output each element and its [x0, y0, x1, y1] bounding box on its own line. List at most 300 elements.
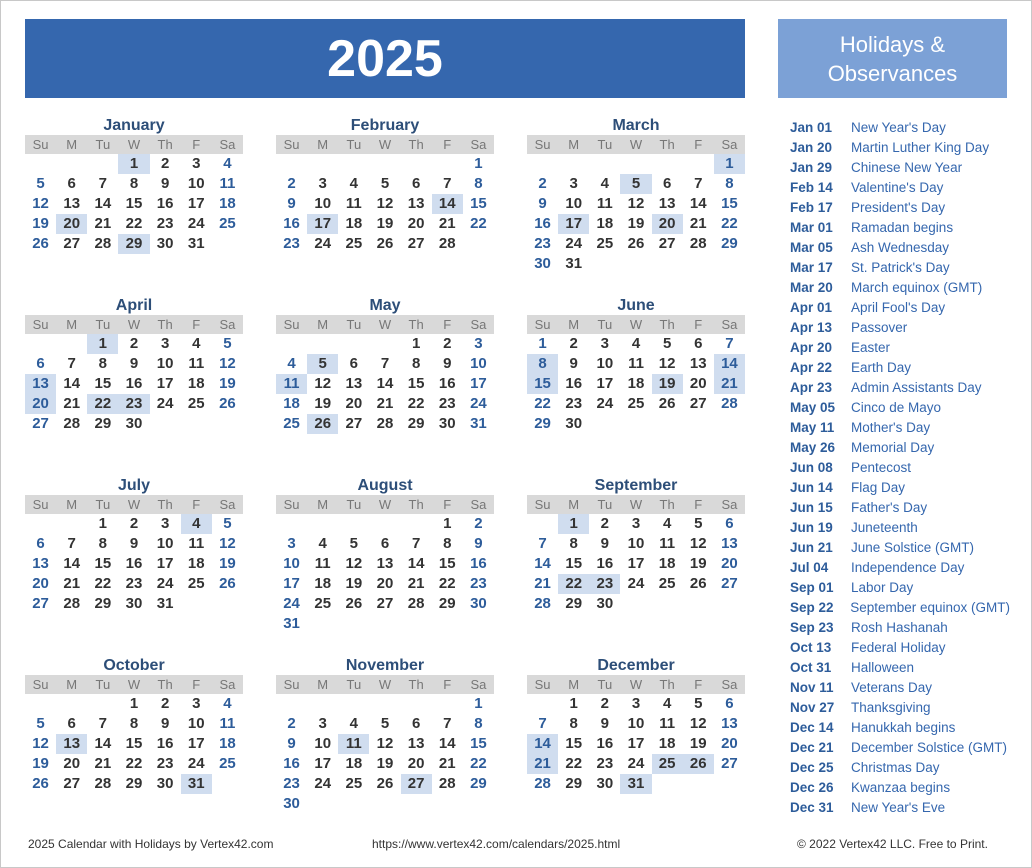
day-cell: 10 [187, 715, 205, 732]
day-cell: 8 [411, 355, 421, 372]
day-cell: 30 [438, 415, 456, 432]
holiday-date: Apr 22 [790, 360, 833, 375]
holiday-name: St. Patrick's Day [851, 260, 950, 275]
day-cell: 27 [32, 595, 49, 612]
day-cell: 27 [32, 415, 49, 432]
day-cell: 17 [558, 214, 589, 234]
day-cell: 14 [432, 194, 463, 214]
weekday-label: Tu [95, 317, 111, 332]
month-name: September [594, 477, 678, 494]
day-cell: 30 [156, 775, 174, 792]
holiday-name: President's Day [851, 200, 946, 215]
holiday-row [790, 218, 1010, 238]
day-cell: 26 [32, 235, 49, 252]
days-grid [527, 334, 745, 434]
holiday-row [790, 658, 1010, 678]
weekday-label: F [443, 497, 452, 512]
day-cell: 19 [345, 575, 363, 592]
holiday-date: Dec 21 [790, 740, 834, 755]
empty-cell [56, 514, 87, 534]
empty-cell [432, 154, 463, 174]
day-cell: 9 [129, 355, 139, 372]
weekday-label: F [192, 497, 201, 512]
day-cell: 8 [98, 535, 108, 552]
day-cell: 13 [407, 195, 425, 212]
month-june [527, 297, 745, 434]
day-cell: 27 [376, 595, 394, 612]
day-cell: 26 [345, 595, 363, 612]
day-cell: 2 [287, 175, 296, 192]
weekday-header [25, 135, 243, 154]
weekday-label: Th [659, 317, 675, 332]
day-cell: 23 [565, 395, 583, 412]
day-cell: 29 [470, 775, 487, 792]
holiday-row [790, 618, 1010, 638]
weekday-label: F [192, 677, 201, 692]
day-cell: 16 [156, 735, 174, 752]
day-cell: 2 [129, 335, 139, 352]
day-cell: 1 [411, 335, 421, 352]
day-cell: 5 [36, 175, 45, 192]
weekday-label: W [378, 137, 392, 152]
holiday-name: Ash Wednesday [851, 240, 950, 255]
holiday-row [790, 118, 1010, 138]
days-grid [276, 514, 494, 634]
day-cell: 18 [283, 395, 300, 412]
weekday-label: Th [659, 137, 675, 152]
day-cell: 16 [125, 555, 143, 572]
day-cell: 3 [192, 695, 201, 712]
day-cell: 29 [534, 415, 551, 432]
day-cell: 25 [596, 235, 614, 252]
day-cell: 20 [652, 214, 683, 234]
day-cell: 25 [283, 415, 300, 432]
days-grid [276, 694, 494, 814]
holiday-date: Jun 14 [790, 480, 833, 495]
day-cell: 11 [628, 355, 644, 372]
holiday-row [790, 398, 1010, 418]
day-cell: 17 [470, 375, 487, 392]
weekday-label: F [694, 317, 703, 332]
day-cell: 27 [345, 415, 363, 432]
day-cell: 20 [407, 215, 425, 232]
empty-cell [369, 334, 400, 354]
weekday-label: Su [283, 137, 300, 152]
day-cell: 23 [283, 235, 300, 252]
day-cell: 20 [25, 394, 56, 414]
holiday-name: Thanksgiving [851, 700, 931, 715]
holiday-date: Nov 11 [790, 680, 834, 695]
day-cell: 20 [689, 375, 707, 392]
holiday-name: Chinese New Year [851, 160, 963, 175]
weekday-label: Sa [219, 317, 236, 332]
day-cell: 17 [187, 735, 205, 752]
day-cell: 5 [694, 695, 703, 712]
days-grid [25, 334, 243, 434]
weekday-label: M [66, 137, 78, 152]
day-cell: 27 [63, 775, 81, 792]
day-cell: 29 [118, 234, 149, 254]
day-cell: 17 [307, 214, 338, 234]
day-cell: 22 [470, 215, 487, 232]
holiday-row [790, 798, 1010, 818]
holiday-date: Mar 01 [790, 220, 833, 235]
holiday-row [790, 578, 1010, 598]
footer-url[interactable]: https://www.vertex42.com/calendars/2025.html [372, 837, 621, 851]
holiday-name: Juneteenth [851, 520, 918, 535]
empty-cell [369, 694, 400, 714]
day-cell: 5 [662, 335, 672, 352]
holiday-date: Feb 14 [790, 180, 833, 195]
day-cell: 19 [219, 375, 236, 392]
day-cell: 9 [569, 355, 578, 372]
day-cell: 25 [219, 755, 236, 772]
empty-cell [683, 154, 714, 174]
day-cell: 11 [188, 535, 205, 552]
day-cell: 6 [36, 355, 45, 372]
day-cell: 27 [721, 755, 738, 772]
weekday-header [276, 315, 494, 334]
day-cell: 30 [156, 235, 174, 252]
day-cell: 15 [407, 375, 425, 392]
weekday-header [25, 315, 243, 334]
day-cell: 19 [376, 215, 394, 232]
weekday-label: Th [157, 677, 173, 692]
weekday-label: F [443, 317, 452, 332]
day-cell: 18 [219, 735, 236, 752]
day-cell: 12 [219, 535, 236, 552]
day-cell: 9 [287, 735, 296, 752]
weekday-label: Su [32, 497, 49, 512]
day-cell: 18 [345, 215, 363, 232]
weekday-label: Th [157, 497, 173, 512]
month-august [276, 477, 494, 634]
day-cell: 23 [438, 395, 456, 412]
month-february [276, 117, 494, 254]
day-cell: 4 [223, 695, 232, 712]
day-cell: 11 [219, 715, 236, 732]
holiday-date: May 05 [790, 400, 836, 415]
day-cell: 19 [32, 215, 49, 232]
month-july [25, 477, 243, 614]
day-cell: 28 [689, 235, 707, 252]
day-cell: 18 [187, 375, 205, 392]
day-cell: 26 [32, 775, 49, 792]
weekday-label: M [317, 497, 329, 512]
day-cell: 11 [596, 195, 613, 212]
day-cell: 9 [129, 535, 139, 552]
weekday-label: W [378, 317, 392, 332]
day-cell: 29 [565, 775, 583, 792]
day-cell: 4 [662, 695, 672, 712]
day-cell: 19 [376, 755, 394, 772]
day-cell: 31 [620, 774, 651, 794]
holiday-name: New Year's Day [851, 120, 946, 135]
holiday-date: May 11 [790, 420, 835, 435]
weekday-label: W [127, 317, 141, 332]
day-cell: 15 [721, 195, 738, 212]
day-cell: 20 [63, 755, 81, 772]
empty-cell [527, 154, 558, 174]
day-cell: 24 [565, 235, 583, 252]
day-cell: 18 [596, 215, 614, 232]
day-cell: 29 [407, 415, 425, 432]
day-cell: 9 [160, 715, 170, 732]
day-cell: 6 [36, 535, 45, 552]
day-cell: 5 [307, 354, 338, 374]
day-cell: 29 [94, 415, 112, 432]
day-cell: 11 [314, 555, 331, 572]
weekday-label: Su [534, 137, 551, 152]
holiday-date: Jun 19 [790, 520, 833, 535]
day-cell: 1 [443, 515, 452, 532]
weekday-header [276, 135, 494, 154]
day-cell: 25 [314, 595, 332, 612]
weekday-label: Th [659, 497, 675, 512]
weekday-label: M [568, 677, 580, 692]
day-cell: 24 [470, 395, 487, 412]
day-cell: 24 [627, 575, 645, 592]
holiday-name: Veterans Day [851, 680, 933, 695]
day-cell: 9 [443, 355, 452, 372]
weekday-label: Su [32, 677, 49, 692]
day-cell: 11 [659, 715, 676, 732]
day-cell: 17 [156, 555, 174, 572]
holiday-date: Sep 23 [790, 620, 834, 635]
weekday-label: Su [534, 497, 551, 512]
weekday-label: W [127, 497, 141, 512]
day-cell: 24 [596, 395, 614, 412]
day-cell: 12 [376, 195, 394, 212]
day-cell: 4 [662, 515, 672, 532]
empty-cell [369, 154, 400, 174]
weekday-label: W [629, 317, 643, 332]
holiday-date: Oct 13 [790, 640, 832, 655]
holiday-date: Dec 14 [790, 720, 834, 735]
day-cell: 1 [538, 335, 547, 352]
day-cell: 9 [600, 715, 610, 732]
empty-cell [338, 514, 369, 534]
day-cell: 6 [694, 335, 703, 352]
day-cell: 14 [534, 555, 551, 572]
month-name: January [103, 117, 165, 134]
day-cell: 22 [87, 394, 118, 414]
empty-cell [307, 334, 338, 354]
day-cell: 16 [125, 375, 143, 392]
day-cell: 15 [94, 375, 112, 392]
day-cell: 5 [380, 715, 390, 732]
holiday-name: Kwanzaa begins [851, 780, 951, 795]
day-cell: 18 [345, 755, 363, 772]
day-cell: 19 [219, 555, 236, 572]
weekday-label: M [66, 497, 78, 512]
day-cell: 5 [223, 515, 232, 532]
weekday-label: M [317, 677, 329, 692]
holiday-name: Valentine's Day [851, 180, 944, 195]
holiday-name: Cinco de Mayo [851, 400, 942, 415]
weekday-label: W [629, 497, 643, 512]
day-cell: 16 [283, 755, 300, 772]
days-grid [527, 154, 745, 274]
day-cell: 22 [565, 755, 583, 772]
empty-cell [527, 514, 558, 534]
day-cell: 13 [63, 195, 81, 212]
day-cell: 5 [36, 715, 45, 732]
day-cell: 28 [63, 595, 81, 612]
day-cell: 6 [411, 175, 421, 192]
holiday-name: Rosh Hashanah [851, 620, 948, 635]
day-cell: 25 [345, 235, 363, 252]
day-cell: 8 [474, 715, 483, 732]
holiday-row [790, 498, 1010, 518]
holiday-name: Easter [851, 340, 891, 355]
weekday-label: Sa [721, 497, 738, 512]
weekday-label: W [378, 677, 392, 692]
weekday-label: M [317, 317, 329, 332]
day-cell: 17 [187, 195, 205, 212]
day-cell: 13 [721, 715, 738, 732]
day-cell: 1 [474, 695, 483, 712]
day-cell: 7 [98, 715, 108, 732]
day-cell: 28 [407, 595, 425, 612]
day-cell: 27 [658, 235, 676, 252]
day-cell: 6 [67, 175, 76, 192]
day-cell: 20 [345, 395, 363, 412]
day-cell: 1 [87, 334, 118, 354]
day-cell: 29 [94, 595, 112, 612]
holiday-name: Flag Day [851, 480, 906, 495]
empty-cell [276, 154, 307, 174]
day-cell: 13 [689, 355, 707, 372]
day-cell: 12 [32, 195, 49, 212]
weekday-label: Tu [597, 137, 613, 152]
holiday-name: Earth Day [851, 360, 912, 375]
day-cell: 5 [694, 515, 703, 532]
empty-cell [620, 154, 651, 174]
day-cell: 19 [314, 395, 332, 412]
month-name: December [597, 657, 675, 674]
day-cell: 24 [156, 395, 174, 412]
month-name: November [345, 657, 425, 674]
day-cell: 15 [125, 195, 143, 212]
holiday-row [790, 438, 1010, 458]
holiday-name: March equinox (GMT) [851, 280, 983, 295]
day-cell: 7 [443, 175, 452, 192]
month-name: July [117, 477, 150, 494]
weekday-label: F [694, 677, 703, 692]
day-cell: 28 [721, 395, 738, 412]
weekday-header [527, 315, 745, 334]
empty-cell [401, 694, 432, 714]
day-cell: 25 [187, 575, 205, 592]
day-cell: 16 [596, 735, 614, 752]
weekday-label: Su [534, 317, 551, 332]
day-cell: 14 [63, 555, 81, 572]
day-cell: 19 [32, 755, 49, 772]
day-cell: 23 [156, 755, 174, 772]
holiday-date: Apr 20 [790, 340, 833, 355]
weekday-header [276, 495, 494, 514]
day-cell: 27 [63, 235, 81, 252]
holiday-date: Oct 31 [790, 660, 832, 675]
day-cell: 16 [470, 555, 487, 572]
day-cell: 26 [219, 575, 236, 592]
day-cell: 30 [596, 775, 614, 792]
day-cell: 10 [627, 715, 645, 732]
days-grid [276, 334, 494, 434]
day-cell: 23 [534, 235, 551, 252]
holiday-row [790, 298, 1010, 318]
day-cell: 28 [534, 595, 551, 612]
day-cell: 26 [376, 235, 394, 252]
day-cell: 31 [181, 774, 212, 794]
empty-cell [56, 154, 87, 174]
day-cell: 13 [25, 374, 56, 394]
holiday-name: Admin Assistants Day [851, 380, 982, 395]
holiday-row [790, 178, 1010, 198]
day-cell: 12 [627, 195, 645, 212]
weekday-label: Su [283, 497, 300, 512]
day-cell: 3 [474, 335, 483, 352]
day-cell: 20 [721, 555, 738, 572]
empty-cell [87, 154, 118, 174]
holiday-name: Federal Holiday [851, 640, 946, 655]
day-cell: 18 [219, 195, 236, 212]
day-cell: 10 [627, 535, 645, 552]
day-cell: 23 [589, 574, 620, 594]
day-cell: 21 [438, 215, 456, 232]
holiday-date: Jan 01 [790, 120, 833, 135]
holiday-date: Mar 05 [790, 240, 833, 255]
day-cell: 16 [596, 555, 614, 572]
day-cell: 21 [527, 754, 558, 774]
day-cell: 15 [565, 735, 583, 752]
day-cell: 15 [470, 195, 487, 212]
weekday-label: M [568, 317, 580, 332]
holiday-name: June Solstice (GMT) [851, 540, 975, 555]
day-cell: 26 [627, 235, 645, 252]
holiday-row [790, 538, 1010, 558]
holiday-date: Dec 25 [790, 760, 834, 775]
holiday-name: Father's Day [851, 500, 928, 515]
day-cell: 18 [658, 555, 676, 572]
weekday-label: M [317, 137, 329, 152]
day-cell: 12 [345, 555, 363, 572]
day-cell: 21 [94, 215, 112, 232]
empty-cell [369, 514, 400, 534]
day-cell: 13 [721, 535, 738, 552]
day-cell: 22 [94, 575, 112, 592]
holidays-list [790, 118, 1010, 818]
day-cell: 23 [156, 215, 174, 232]
day-cell: 9 [538, 195, 547, 212]
holiday-name: Halloween [851, 660, 915, 675]
day-cell: 8 [443, 535, 452, 552]
day-cell: 30 [565, 415, 583, 432]
weekday-label: Sa [721, 677, 738, 692]
day-cell: 21 [63, 575, 81, 592]
day-cell: 4 [223, 155, 232, 172]
holiday-date: Apr 13 [790, 320, 833, 335]
empty-cell [338, 334, 369, 354]
holiday-row [790, 638, 1010, 658]
day-cell: 1 [474, 155, 483, 172]
day-cell: 14 [376, 375, 394, 392]
day-cell: 24 [314, 775, 332, 792]
day-cell: 14 [438, 735, 456, 752]
weekday-label: Sa [219, 497, 236, 512]
weekday-header [25, 675, 243, 694]
